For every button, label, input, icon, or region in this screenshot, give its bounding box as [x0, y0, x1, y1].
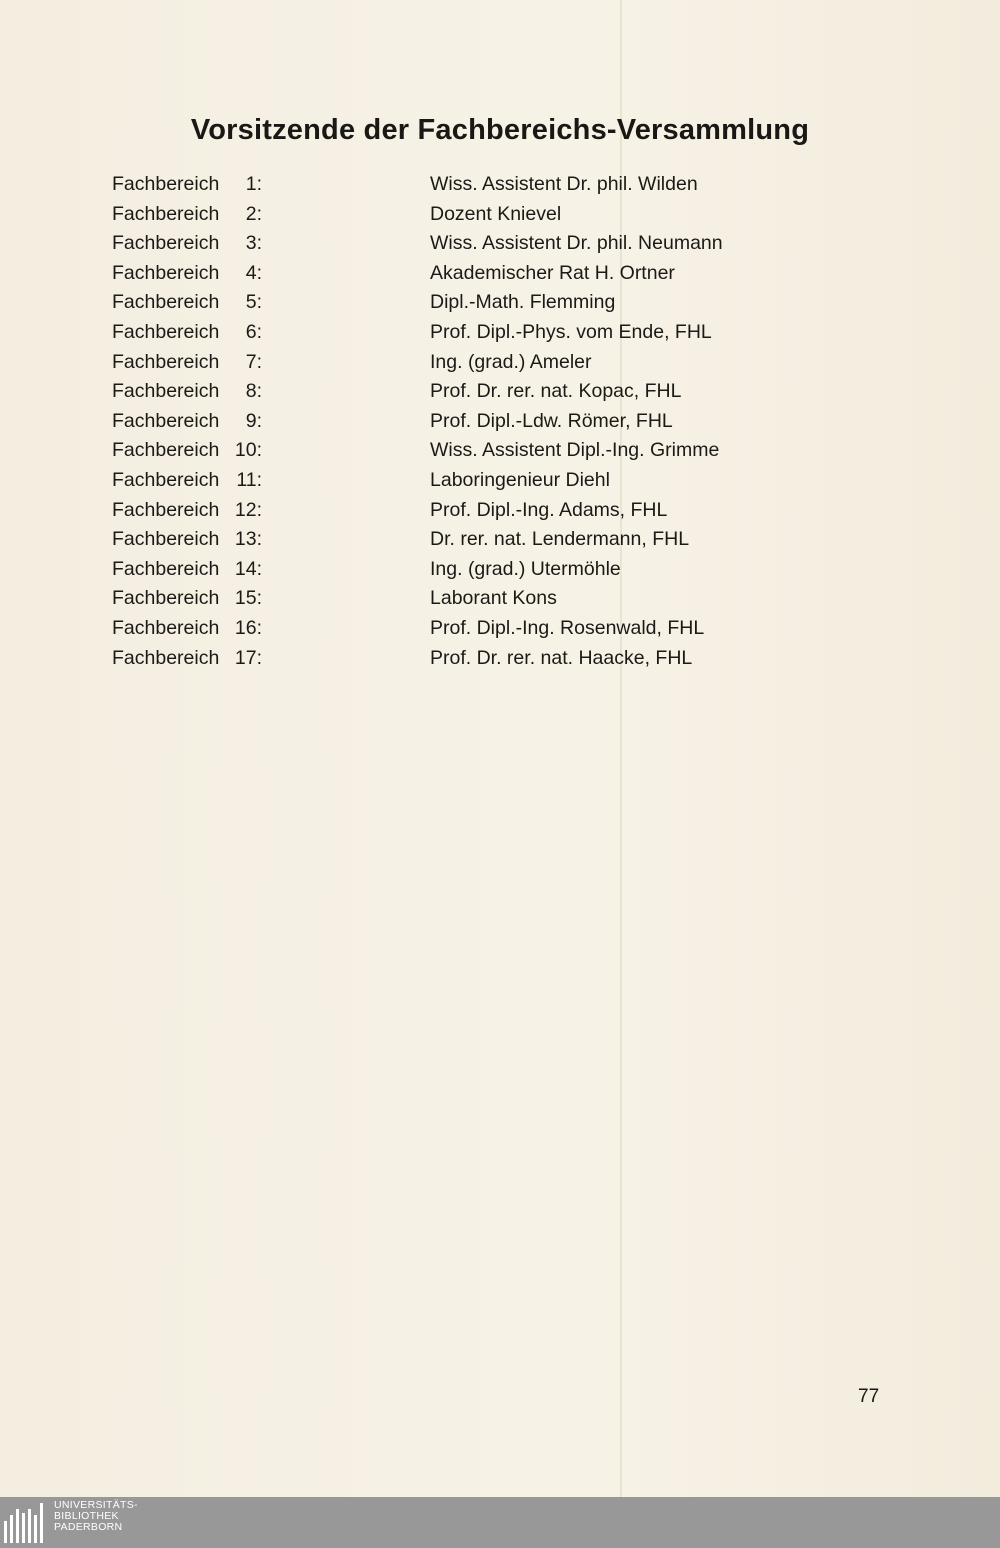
department-label: Fachbereich: [112, 409, 220, 432]
list-item: [0, 644, 1000, 672]
list-item: [0, 288, 1000, 316]
chair-name: Prof. Dipl.-Ing. Adams, FHL: [430, 498, 668, 521]
chair-name: Laborant Kons: [430, 587, 557, 610]
list-item: [0, 584, 1000, 612]
department-label: Fachbereich: [112, 587, 220, 610]
library-name-line: UNIVERSITÄTS-: [54, 1499, 138, 1511]
department-label: Fachbereich: [112, 202, 220, 225]
list-item: [0, 466, 1000, 494]
list-item: [0, 348, 1000, 376]
department-label: Fachbereich: [112, 232, 220, 255]
department-label: Fachbereich: [112, 557, 220, 580]
page-title: Vorsitzende der Fachbereichs-Versammlung: [190, 114, 810, 146]
library-logo-icon: [4, 1503, 48, 1543]
department-number: 15:: [234, 587, 262, 610]
list-item: [0, 259, 1000, 287]
department-label: Fachbereich: [112, 173, 220, 195]
department-number: 13:: [234, 528, 262, 551]
department-number: 9:: [245, 409, 262, 432]
list-item: [0, 200, 1000, 228]
chair-name: Ing. (grad.) Utermöhle: [430, 557, 621, 580]
list-item: [0, 170, 1000, 198]
page-number: 77: [858, 1386, 880, 1407]
department-label: Fachbereich: [112, 439, 220, 462]
department-number: 14:: [234, 557, 262, 580]
department-number: 8:: [245, 380, 262, 403]
department-number: 16:: [234, 617, 262, 639]
department-label: Fachbereich: [112, 350, 220, 373]
department-label: Fachbereich: [112, 528, 220, 551]
department-number: 12:: [234, 498, 262, 521]
chair-name: Dozent Knievel: [430, 202, 562, 225]
list-item: [0, 436, 1000, 464]
department-number: 10:: [234, 439, 262, 462]
library-name-line: BIBLIOTHEK: [54, 1510, 119, 1522]
chair-name: Prof. Dipl.-Ldw. Römer, FHL: [430, 409, 673, 432]
library-name: [54, 1500, 138, 1533]
department-label: Fachbereich: [112, 321, 220, 343]
department-number: 7:: [245, 350, 262, 373]
department-number: 2:: [245, 202, 262, 225]
chair-name: Prof. Dr. rer. nat. Kopac, FHL: [430, 380, 682, 403]
list-item: [0, 318, 1000, 346]
department-label: Fachbereich: [112, 646, 220, 669]
chair-name: Akademischer Rat H. Ortner: [430, 261, 675, 284]
department-label: Fachbereich: [112, 617, 220, 639]
department-label: Fachbereich: [112, 469, 220, 491]
department-number: 4:: [245, 261, 262, 284]
department-number: 3:: [245, 232, 262, 255]
list-item: [0, 525, 1000, 553]
list-item: [0, 555, 1000, 583]
list-item: [0, 377, 1000, 405]
chair-name: Wiss. Assistent Dr. phil. Wilden: [430, 173, 698, 195]
chair-name: Wiss. Assistent Dr. phil. Neumann: [430, 232, 723, 255]
chair-name: Prof. Dipl.-Ing. Rosenwald, FHL: [430, 617, 705, 639]
chair-name: Dr. rer. nat. Lendermann, FHL: [430, 528, 690, 551]
department-number: 5:: [245, 291, 262, 314]
list-item: [0, 614, 1000, 642]
library-name-line: PADERBORN: [54, 1521, 123, 1533]
list-item: [0, 496, 1000, 524]
chair-name: Laboringenieur Diehl: [430, 469, 610, 491]
chair-name: Dipl.-Math. Flemming: [430, 291, 616, 314]
chair-name: Prof. Dipl.-Phys. vom Ende, FHL: [430, 321, 712, 343]
department-number: 17:: [234, 646, 262, 669]
chair-name: Prof. Dr. rer. nat. Haacke, FHL: [430, 646, 693, 669]
library-footer: [0, 1497, 1000, 1548]
chair-name: Ing. (grad.) Ameler: [430, 350, 592, 373]
department-number: 1:: [245, 173, 262, 195]
department-label: Fachbereich: [112, 498, 220, 521]
list-item: [0, 407, 1000, 435]
department-label: Fachbereich: [112, 380, 220, 403]
department-number: 6:: [245, 321, 262, 343]
department-label: Fachbereich: [112, 291, 220, 314]
department-label: Fachbereich: [112, 261, 220, 284]
chair-name: Wiss. Assistent Dipl.-Ing. Grimme: [430, 439, 720, 462]
list-item: [0, 229, 1000, 257]
department-number: 11:: [236, 469, 262, 491]
